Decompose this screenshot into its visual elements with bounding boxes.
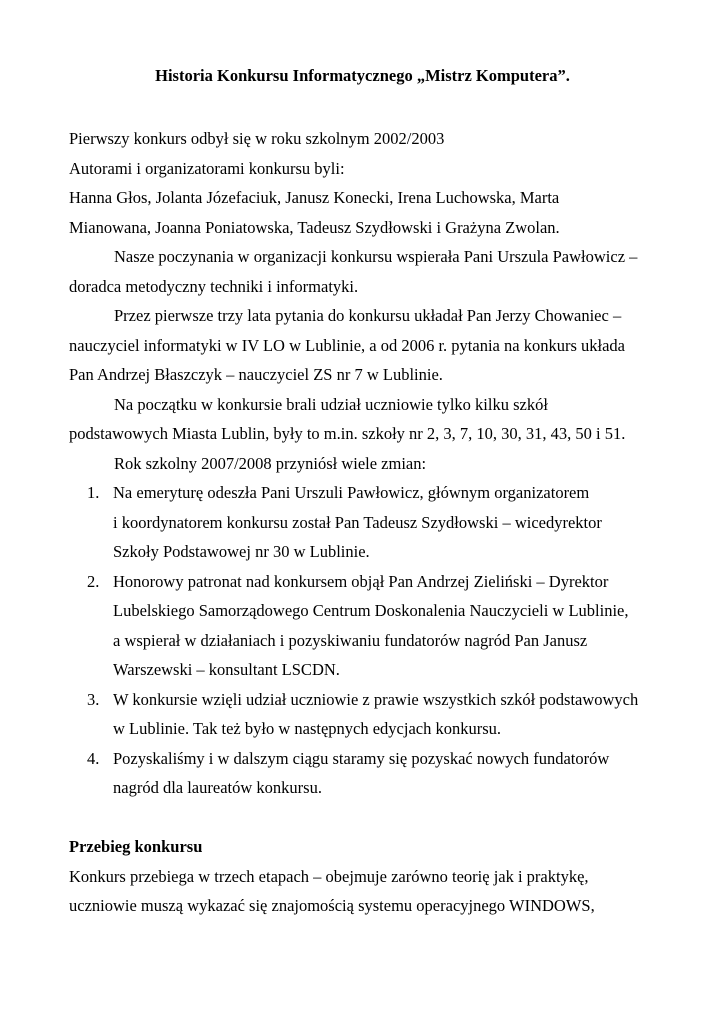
changes-list <box>69 478 657 803</box>
paragraph-first-line: Rok szkolny 2007/2008 przyniósł wiele zmian: <box>114 453 427 473</box>
intro-line: Autorami i organizatorami konkursu byli: <box>69 158 345 178</box>
section-line: uczniowie muszą wykazać się znajomością systemu operacyjnego WINDOWS, <box>69 896 595 915</box>
list-item-line: Na emeryturę odeszła Pani Urszuli Pawłowicz, głównym organizatorem <box>113 483 590 502</box>
list-item <box>69 567 657 685</box>
list-item <box>69 478 657 567</box>
list-item-line: Szkoły Podstawowej nr 30 w Lublinie. <box>113 542 370 561</box>
paragraph-line: Pan Andrzej Błaszczyk – nauczyciel ZS nr 7 w Lublinie. <box>69 365 443 384</box>
list-item-line: Lubelskiego Samorządowego Centrum Doskonalenia Nauczycieli w Lublinie, <box>113 601 629 620</box>
paragraph <box>69 449 657 479</box>
paragraph-first-line: Na początku w konkursie brali udział uczniowie tylko kilku szkół <box>114 394 548 414</box>
paragraph <box>69 390 657 449</box>
intro-line: Hanna Głos, Jolanta Józefaciuk, Janusz Konecki, Irena Luchowska, Marta <box>69 188 560 207</box>
list-item-number: 1. <box>87 483 100 502</box>
paragraph <box>69 301 657 390</box>
list-item-line: nagród dla laureatów konkursu. <box>113 778 322 797</box>
paragraph-line: podstawowych Miasta Lublin, były to m.in. szkoły nr 2, 3, 7, 10, 30, 31, 43, 50 i 51. <box>69 424 626 443</box>
paragraph <box>69 242 657 301</box>
list-item-line: i koordynatorem konkursu został Pan Tadeusz Szydłowski – wicedyrektor <box>113 512 602 532</box>
list-item-line: w Lublinie. Tak też było w następnych edycjach konkursu. <box>113 719 502 738</box>
list-item <box>69 685 657 744</box>
list-item-number: 4. <box>87 748 100 768</box>
list-item-line: W konkursie wzięli udział uczniowie z prawie wszystkich szkół podstawowych <box>113 689 639 709</box>
paragraph-first-line: Nasze poczynania w organizacji konkursu wspierała Pani Urszula Pawłowicz – <box>114 247 638 266</box>
intro-block <box>69 124 657 242</box>
intro-line: Mianowana, Joanna Poniatowska, Tadeusz Szydłowski i Grażyna Zwolan. <box>69 217 560 237</box>
list-item-line: Pozyskaliśmy i w dalszym ciągu staramy się pozyskać nowych fundatorów <box>113 748 610 768</box>
paragraph-line: doradca metodyczny techniki i informatyki. <box>69 276 359 296</box>
list-item-number: 3. <box>87 689 100 709</box>
paragraph-line: nauczyciel informatyki w IV LO w Lublinie, a od 2006 r. pytania na konkurs układa <box>69 335 625 355</box>
document-title: Historia Konkursu Informatycznego „Mistrz Komputera”. <box>155 66 570 85</box>
section-line: Konkurs przebiega w trzech etapach – obejmuje zarówno teorię jak i praktykę, <box>69 866 589 886</box>
list-item-line: Warszewski – konsultant LSCDN. <box>113 660 340 679</box>
intro-line: Pierwszy konkurs odbył się w roku szkolnym 2002/2003 <box>69 129 445 148</box>
document-body <box>69 124 657 921</box>
section-spacer <box>69 803 657 833</box>
list-item-line: a wspierał w działaniach i pozyskiwaniu fundatorów nagród Pan Janusz <box>113 630 588 650</box>
list-item-number: 2. <box>87 571 100 591</box>
paragraph-first-line: Przez pierwsze trzy lata pytania do konkursu układał Pan Jerzy Chowaniec – <box>114 306 622 325</box>
section-heading: Przebieg konkursu <box>69 837 203 856</box>
list-item-line: Honorowy patronat nad konkursem objął Pan Andrzej Zieliński – Dyrektor <box>113 571 609 591</box>
section-process <box>69 832 657 921</box>
list-item <box>69 744 657 803</box>
